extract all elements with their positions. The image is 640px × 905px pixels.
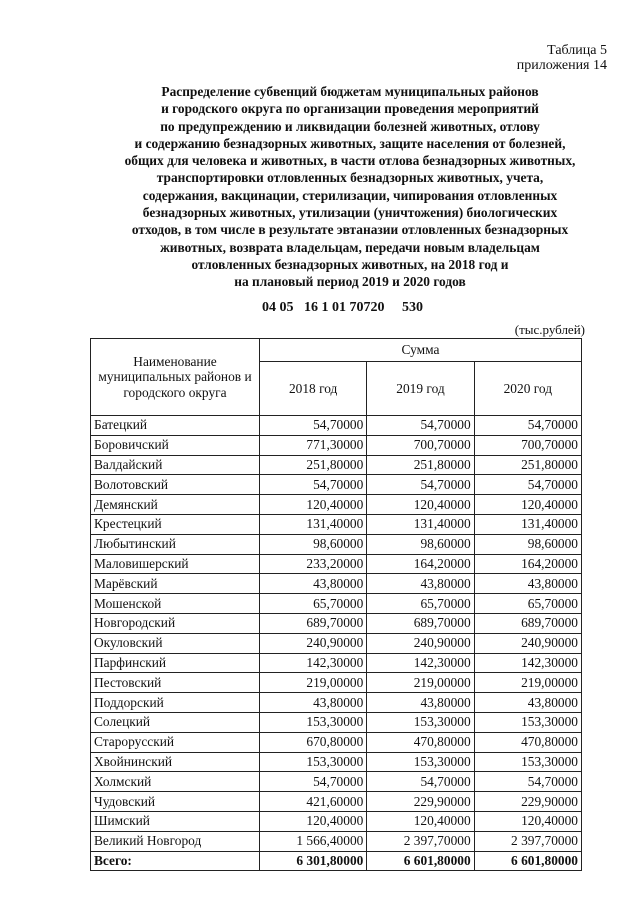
district-name-cell: Холмский bbox=[91, 772, 260, 792]
amount-cell-2020: 54,70000 bbox=[474, 475, 581, 495]
amount-cell-2019: 120,40000 bbox=[367, 495, 474, 515]
amount-cell-2019: 65,70000 bbox=[367, 594, 474, 614]
amount-cell-2019: 6 601,80000 bbox=[367, 851, 474, 871]
amount-cell-2020: 251,80000 bbox=[474, 455, 581, 475]
amount-cell-2020: 6 601,80000 bbox=[474, 851, 581, 871]
district-name-cell: Волотовский bbox=[91, 475, 260, 495]
table-total-row bbox=[91, 851, 582, 871]
district-name-cell: Всего: bbox=[91, 851, 260, 871]
amount-cell-2020: 54,70000 bbox=[474, 416, 581, 436]
amount-cell-2019: 470,80000 bbox=[367, 732, 474, 752]
table-row bbox=[91, 811, 582, 831]
column-header-name: Наименование муниципальных районов и городского округа bbox=[91, 339, 260, 416]
appendix-label: приложения 14 bbox=[516, 58, 607, 73]
amount-cell-2018: 421,60000 bbox=[260, 792, 367, 812]
district-name-cell: Боровичский bbox=[91, 435, 260, 455]
table-reference bbox=[517, 43, 607, 73]
amount-cell-2020: 700,70000 bbox=[474, 435, 581, 455]
amount-cell-2019: 54,70000 bbox=[367, 772, 474, 792]
table-row bbox=[91, 673, 582, 693]
title-line: безнадзорных животных, утилизации (уничтожения) биологических bbox=[142, 205, 558, 221]
amount-cell-2019: 700,70000 bbox=[367, 435, 474, 455]
amount-cell-2020: 54,70000 bbox=[474, 772, 581, 792]
amount-cell-2020: 65,70000 bbox=[474, 594, 581, 614]
table-row bbox=[91, 475, 582, 495]
amount-cell-2018: 54,70000 bbox=[260, 772, 367, 792]
table-row bbox=[91, 732, 582, 752]
table-row bbox=[91, 633, 582, 653]
amount-cell-2019: 251,80000 bbox=[367, 455, 474, 475]
amount-cell-2020: 240,90000 bbox=[474, 633, 581, 653]
amount-cell-2019: 98,60000 bbox=[367, 534, 474, 554]
amount-cell-2018: 233,20000 bbox=[260, 554, 367, 574]
budget-code: 04 05 16 1 01 70720 530 bbox=[262, 300, 423, 315]
amount-cell-2020: 43,80000 bbox=[474, 574, 581, 594]
amount-cell-2019: 43,80000 bbox=[367, 574, 474, 594]
amount-cell-2018: 689,70000 bbox=[260, 613, 367, 633]
table-row bbox=[91, 772, 582, 792]
title-line: содержания, вакцинации, стерилизации, чипирования отловленных bbox=[142, 187, 558, 203]
amount-cell-2020: 131,40000 bbox=[474, 514, 581, 534]
table-label: Таблица 5 bbox=[547, 43, 607, 58]
title-line: общих для человека и животных, в части отлова безнадзорных животных, bbox=[124, 153, 576, 169]
amount-cell-2018: 153,30000 bbox=[260, 712, 367, 732]
district-name-cell: Крестецкий bbox=[91, 514, 260, 534]
district-name-cell: Маловишерский bbox=[91, 554, 260, 574]
amount-cell-2019: 240,90000 bbox=[367, 633, 474, 653]
district-name-cell: Чудовский bbox=[91, 792, 260, 812]
table-row bbox=[91, 653, 582, 673]
amount-cell-2018: 131,40000 bbox=[260, 514, 367, 534]
column-header-2020: 2020 год bbox=[474, 362, 581, 416]
title-line: отловленных безнадзорных животных, на 2018 год и bbox=[191, 256, 509, 272]
table-row bbox=[91, 693, 582, 713]
amount-cell-2019: 54,70000 bbox=[367, 416, 474, 436]
district-name-cell: Валдайский bbox=[91, 455, 260, 475]
amount-cell-2018: 153,30000 bbox=[260, 752, 367, 772]
amount-cell-2018: 98,60000 bbox=[260, 534, 367, 554]
amount-cell-2019: 164,20000 bbox=[367, 554, 474, 574]
amount-cell-2018: 6 301,80000 bbox=[260, 851, 367, 871]
amount-cell-2018: 771,30000 bbox=[260, 435, 367, 455]
title-line: отходов, в том числе в результате эвтаназии отловленных безнадзорных bbox=[131, 222, 569, 238]
amount-cell-2019: 689,70000 bbox=[367, 613, 474, 633]
amount-cell-2018: 120,40000 bbox=[260, 495, 367, 515]
district-name-cell: Поддорский bbox=[91, 693, 260, 713]
district-name-cell: Парфинский bbox=[91, 653, 260, 673]
title-line: транспортировки отловленных безнадзорных животных, учета, bbox=[156, 170, 544, 186]
title-line: животных, возврата владельцам, передачи новым владельцам bbox=[160, 239, 540, 255]
amount-cell-2018: 54,70000 bbox=[260, 475, 367, 495]
amount-cell-2019: 219,00000 bbox=[367, 673, 474, 693]
district-name-cell: Окуловский bbox=[91, 633, 260, 653]
table-header-row bbox=[91, 339, 582, 362]
title-line: Распределение субвенций бюджетам муниципальных районов bbox=[161, 84, 539, 99]
column-header-2018: 2018 год bbox=[260, 362, 367, 416]
table-row bbox=[91, 792, 582, 812]
amount-cell-2018: 240,90000 bbox=[260, 633, 367, 653]
amount-cell-2020: 142,30000 bbox=[474, 653, 581, 673]
amount-cell-2019: 229,90000 bbox=[367, 792, 474, 812]
amount-cell-2020: 153,30000 bbox=[474, 752, 581, 772]
table-row bbox=[91, 534, 582, 554]
district-name-cell: Старорусский bbox=[91, 732, 260, 752]
table-row bbox=[91, 831, 582, 851]
district-name-cell: Великий Новгород bbox=[91, 831, 260, 851]
district-name-cell: Новгородский bbox=[91, 613, 260, 633]
amount-cell-2020: 43,80000 bbox=[474, 693, 581, 713]
amount-cell-2018: 54,70000 bbox=[260, 416, 367, 436]
amount-cell-2020: 229,90000 bbox=[474, 792, 581, 812]
table-row bbox=[91, 554, 582, 574]
district-name-cell: Демянский bbox=[91, 495, 260, 515]
table-row bbox=[91, 495, 582, 515]
column-header-sum: Сумма bbox=[260, 339, 582, 362]
amount-cell-2019: 54,70000 bbox=[367, 475, 474, 495]
table-body bbox=[91, 416, 582, 871]
amount-cell-2018: 219,00000 bbox=[260, 673, 367, 693]
title-line: на плановый период 2019 и 2020 годов bbox=[234, 274, 466, 290]
amount-cell-2018: 142,30000 bbox=[260, 653, 367, 673]
table-row bbox=[91, 435, 582, 455]
column-header-2019: 2019 год bbox=[367, 362, 474, 416]
district-name-cell: Шимский bbox=[91, 811, 260, 831]
amount-cell-2018: 670,80000 bbox=[260, 732, 367, 752]
title-line: и городского округа по организации проведения мероприятий bbox=[161, 101, 539, 117]
district-name-cell: Солецкий bbox=[91, 712, 260, 732]
amount-cell-2020: 164,20000 bbox=[474, 554, 581, 574]
title-line: и содержанию безнадзорных животных, защите населения от болезней, bbox=[134, 135, 566, 151]
amount-cell-2020: 120,40000 bbox=[474, 811, 581, 831]
amount-cell-2018: 43,80000 bbox=[260, 693, 367, 713]
district-name-cell: Любытинский bbox=[91, 534, 260, 554]
amount-cell-2018: 43,80000 bbox=[260, 574, 367, 594]
table-row bbox=[91, 455, 582, 475]
amount-cell-2020: 689,70000 bbox=[474, 613, 581, 633]
amount-cell-2019: 131,40000 bbox=[367, 514, 474, 534]
amount-cell-2019: 153,30000 bbox=[367, 752, 474, 772]
amount-cell-2018: 1 566,40000 bbox=[260, 831, 367, 851]
district-name-cell: Батецкий bbox=[91, 416, 260, 436]
amount-cell-2018: 251,80000 bbox=[260, 455, 367, 475]
district-name-cell: Хвойнинский bbox=[91, 752, 260, 772]
amount-cell-2020: 219,00000 bbox=[474, 673, 581, 693]
amount-cell-2018: 120,40000 bbox=[260, 811, 367, 831]
table-row bbox=[91, 574, 582, 594]
table-row bbox=[91, 752, 582, 772]
unit-label: (тыс.рублей) bbox=[514, 322, 585, 337]
amount-cell-2018: 65,70000 bbox=[260, 594, 367, 614]
amount-cell-2020: 153,30000 bbox=[474, 712, 581, 732]
amount-cell-2019: 153,30000 bbox=[367, 712, 474, 732]
amount-cell-2020: 2 397,70000 bbox=[474, 831, 581, 851]
district-name-cell: Пестовский bbox=[91, 673, 260, 693]
table-row bbox=[91, 416, 582, 436]
amount-cell-2019: 120,40000 bbox=[367, 811, 474, 831]
amount-cell-2019: 2 397,70000 bbox=[367, 831, 474, 851]
district-name-cell: Мошенской bbox=[91, 594, 260, 614]
amount-cell-2019: 43,80000 bbox=[367, 693, 474, 713]
table-row bbox=[91, 613, 582, 633]
amount-cell-2020: 98,60000 bbox=[474, 534, 581, 554]
table-row bbox=[91, 594, 582, 614]
subsidy-table bbox=[90, 338, 582, 871]
amount-cell-2020: 470,80000 bbox=[474, 732, 581, 752]
district-name-cell: Марёвский bbox=[91, 574, 260, 594]
table-row bbox=[91, 712, 582, 732]
amount-cell-2019: 142,30000 bbox=[367, 653, 474, 673]
title-line: по предупреждению и ликвидации болезней животных, отлову bbox=[160, 118, 540, 134]
amount-cell-2020: 120,40000 bbox=[474, 495, 581, 515]
document-title bbox=[60, 83, 640, 291]
table-row bbox=[91, 514, 582, 534]
